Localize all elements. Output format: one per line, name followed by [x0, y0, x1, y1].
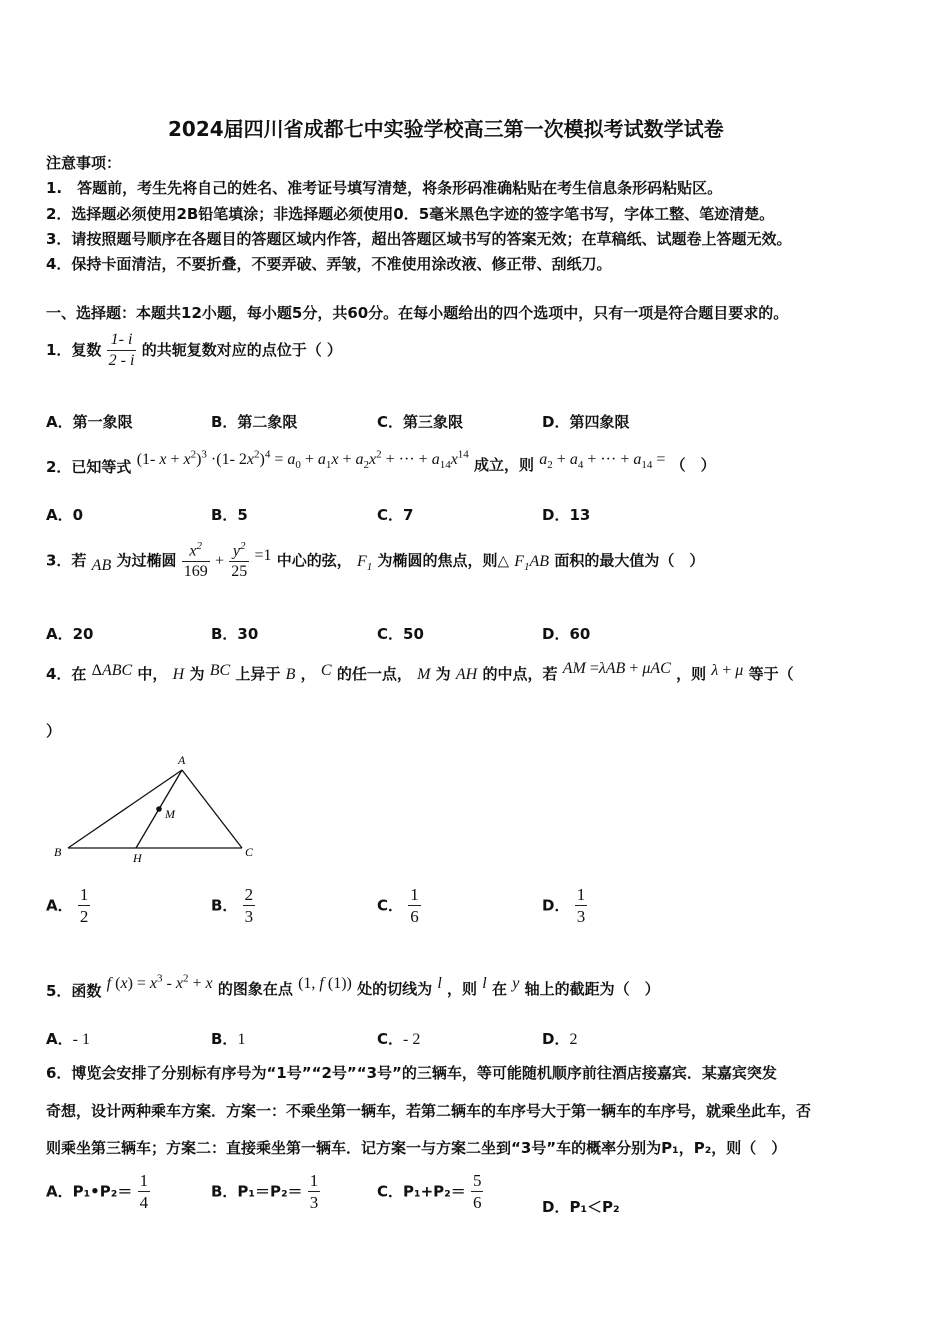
- label-b: B: [54, 845, 62, 859]
- label-m: M: [165, 807, 175, 821]
- section-heading: 一、选择题：本题共12小题，每小题5分，共60分。在每小题给出的四个选项中，只有一项是符合题目要求的。: [46, 304, 789, 322]
- triangle-figure: [50, 752, 265, 867]
- q3-option-a: A．20: [46, 625, 94, 643]
- page-title: 2024届四川省成都七中实验学校高三第一次模拟考试数学试卷: [168, 117, 724, 141]
- q2-option-a: A．0: [46, 506, 84, 524]
- q3-option-d: D．60: [542, 625, 591, 643]
- q5-y: y: [512, 975, 520, 992]
- q5-text-1: 的图象在点: [217, 980, 293, 998]
- q3-frac-x: $\frac{x^2}{169}$: [183, 540, 208, 581]
- q2-option-c: C．7: [377, 506, 414, 524]
- q5-option-d: D．2: [542, 1030, 578, 1048]
- q5-function: f $(x) = x^3 - x^2 + x$: [106, 972, 213, 992]
- q3-text-1: 为过椭圆: [116, 551, 177, 570]
- q5-number: 5．函数: [46, 982, 102, 1000]
- q5-l: l: [437, 975, 442, 992]
- q1-option-a: A．第一象限: [46, 413, 133, 431]
- q3-f1: $F_1$: [356, 552, 373, 573]
- q4-m: M: [417, 666, 431, 683]
- q3-text-4: 面积的最大值为（ ）: [554, 551, 705, 570]
- q2-mid: 成立，则: [474, 456, 535, 474]
- q4-close-paren: ）: [46, 722, 62, 740]
- q4-option-a: A． $\frac{1}{2}$: [46, 885, 89, 927]
- point-m: [156, 806, 162, 812]
- q3-text-3: 为椭圆的焦点，则△: [377, 551, 510, 570]
- q5-option-b: B．1: [211, 1030, 246, 1048]
- q2-equation: (1- $x + x^2)^3 \cdot(1-$ $2x^2)^4 = a_0 + a_1x + a_2x^2$ + ··· + $a_{14}x^{14}$: [136, 448, 469, 472]
- q1-option-c: C．第三象限: [377, 413, 464, 431]
- q1-text: 的共轭复数对应的点位于（ ）: [141, 341, 342, 359]
- question-4: [46, 660, 794, 684]
- q3-number: 3．若: [46, 551, 87, 570]
- note-item: 4．保持卡面清洁，不要折叠，不要弄破、弄皱，不准使用涂改液、修正带、刮纸刀。: [46, 255, 612, 273]
- q6-line-1: 6．博览会安排了分别标有序号为“1号”“2号”“3号”的三辆车，等可能随机顺序前往酒店接嘉宾．某嘉宾突发: [46, 1064, 777, 1082]
- q4-text-1: 中，: [137, 665, 168, 683]
- q1-option-b: B．第二象限: [211, 413, 298, 431]
- q6-line-3: 则乘坐第三辆车；方案二：直接乘坐第一辆车．记方案一与方案二坐到“3号”车的概率分别为P₁，P₂，则（ ）: [46, 1139, 787, 1157]
- label-a: A: [178, 753, 186, 767]
- q4-number: 4．在: [46, 665, 87, 683]
- q4-text-5: 的任一点，: [336, 665, 412, 683]
- q3-ab: AB: [91, 556, 112, 574]
- q4-h: H: [172, 666, 185, 683]
- note-item: 2．选择题必须使用2B铅笔填涂；非选择题必须使用0．5毫米黑色字迹的签字笔书写，字体工整、笔迹清楚。: [46, 205, 775, 223]
- q4-option-c: C． $\frac{1}{6}$: [377, 885, 419, 927]
- q5-text-2: 处的切线为: [357, 980, 433, 998]
- q4-abc: ΔABC: [91, 662, 133, 679]
- q3-option-c: C．50: [377, 625, 424, 643]
- q5-l2: l: [482, 975, 487, 992]
- side-ac: [182, 770, 242, 848]
- q2-sum: $a_2 + a_4$ + ··· + $a_{14}$ =: [539, 451, 666, 472]
- q2-option-b: B．5: [211, 506, 248, 524]
- q4-text-3: 上异于: [235, 665, 281, 683]
- q5-text-3: ，则: [447, 980, 478, 998]
- question-2: [46, 448, 716, 476]
- q2-option-d: D．13: [542, 506, 591, 524]
- q6-option-d: D．P₁＜P₂: [542, 1198, 620, 1216]
- q3-frac-y: $\frac{y^2}{25}$: [231, 540, 248, 581]
- q4-c: C: [320, 662, 332, 679]
- q4-text-4: ，: [300, 665, 316, 683]
- q2-number: 2．已知等式: [46, 458, 132, 476]
- q5-point: (1, f (1)): [298, 975, 352, 992]
- q4-text-7: 的中点，若: [482, 665, 558, 683]
- q4-option-d: D． $\frac{1}{3}$: [542, 885, 586, 927]
- q4-ah: AH: [455, 666, 478, 683]
- q3-option-b: B．30: [211, 625, 259, 643]
- q4-text-6: 为: [435, 665, 451, 683]
- q4-lambda-mu: λ + μ: [711, 662, 744, 679]
- q5-text-5: 轴上的截距为（ ）: [524, 980, 660, 998]
- q4-text-9: 等于（: [748, 665, 794, 683]
- q6-line-2: 奇想，设计两种乘车方案．方案一：不乘坐第一辆车，若第二辆车的车序号大于第一辆车的车序号，就乘坐此车，否: [46, 1102, 812, 1120]
- q1-number: 1．复数: [46, 341, 102, 359]
- q6-option-b: B．P₁＝P₂＝ $\frac{1}{3}$: [211, 1171, 319, 1213]
- q4-text-8: ，则: [676, 665, 707, 683]
- question-1: [46, 330, 342, 371]
- q5-option-a: A．- 1: [46, 1030, 90, 1048]
- note-item: 3．请按照题号顺序在各题目的答题区域内作答，超出答题区域书写的答案无效；在草稿纸、试题卷上答题无效。: [46, 230, 792, 248]
- notes-heading: 注意事项：: [46, 154, 122, 172]
- q6-option-c: C．P₁+P₂＝ $\frac{5}{6}$: [377, 1171, 482, 1213]
- q4-vector-eq: AM =λAB + μAC: [562, 660, 671, 677]
- question-5: [46, 972, 660, 1000]
- q4-option-b: B． $\frac{2}{3}$: [211, 885, 254, 927]
- q4-text-2: 为: [189, 665, 205, 683]
- q1-fraction: $\frac{1- i}{2 - i}$: [108, 331, 135, 369]
- q3-f1ab: $F_1AB$: [514, 552, 550, 573]
- question-3: 3．若 AB 为过椭圆 $\frac{x^2}{169}$ + $\frac{y^2}{25}$ =1 中心的弦， $F_1$ 为椭圆的焦点，则△ $F_1AB$ 面积的最大值为（ ）: [46, 540, 705, 581]
- q2-paren: （ ）: [670, 456, 716, 474]
- note-item: 1. 答题前，考生先将自己的姓名、准考证号填写清楚，将条形码准确粘贴在考生信息条形码粘贴区。: [46, 179, 723, 197]
- q3-text-2: 中心的弦，: [276, 551, 352, 570]
- q4-bc: BC: [209, 662, 231, 679]
- q5-text-4: 在: [491, 980, 507, 998]
- q4-b: B: [285, 666, 296, 683]
- label-h: H: [133, 851, 142, 865]
- q5-option-c: C．- 2: [377, 1030, 421, 1048]
- q1-option-d: D．第四象限: [542, 413, 630, 431]
- label-c: C: [245, 845, 254, 859]
- q6-option-a: A．P₁•P₂＝ $\frac{1}{4}$: [46, 1171, 149, 1213]
